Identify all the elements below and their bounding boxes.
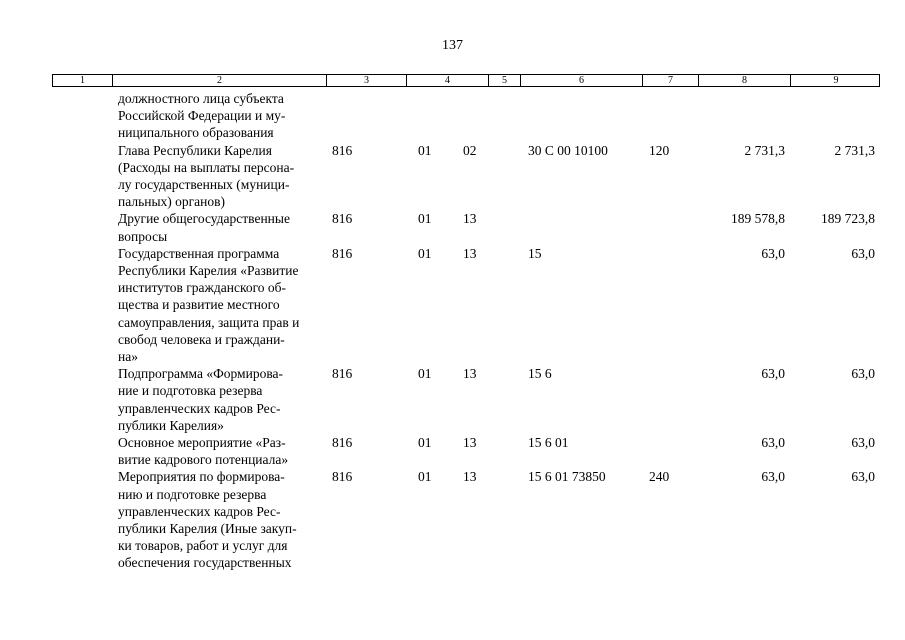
row-6-name <box>118 468 324 571</box>
row-6-col-8: 63,0 <box>761 469 785 485</box>
row-6-col-3: 816 <box>332 469 353 485</box>
row-4-name <box>118 365 324 434</box>
row-0-name <box>118 90 324 142</box>
row-5-col-3: 816 <box>332 435 353 450</box>
header-cell-3: 3 <box>327 75 407 86</box>
name-line: институтов гражданского об- <box>118 280 287 296</box>
row-5-col-6: 15 6 01 <box>528 435 569 450</box>
table-header-row <box>52 74 880 87</box>
name-line: Другие общегосударственные <box>118 211 290 227</box>
row-6-col-4: 01 <box>418 469 432 485</box>
row-2-col-8: 189 578,8 <box>731 211 785 227</box>
row-4-col-4: 01 <box>418 366 432 382</box>
row-1-col-6: 30 С 00 10100 <box>528 142 608 158</box>
name-line: управленческих кадров Рес- <box>118 400 281 416</box>
name-line: вопросы <box>118 228 168 244</box>
name-line: ние и подготовка резерва <box>118 383 263 399</box>
header-cell-9: 9 <box>833 75 839 86</box>
row-1-col-4: 01 <box>418 142 432 158</box>
name-line: управленческих кадров Рес- <box>118 503 281 519</box>
row-3-col-3: 816 <box>332 245 353 261</box>
header-cell-1: 1 <box>53 75 113 86</box>
name-line: Мероприятия по формирова- <box>118 469 285 485</box>
page-number: 137 <box>442 38 463 53</box>
header-cell-6: 6 <box>521 75 643 86</box>
name-line: Основное мероприятие «Раз- <box>118 435 286 450</box>
row-1-col-3: 816 <box>332 142 353 158</box>
row-6-col-5: 13 <box>463 469 477 485</box>
row-6-col-9: 63,0 <box>851 469 875 485</box>
name-line: свобод человека и граждани- <box>118 331 285 347</box>
row-3-col-8: 63,0 <box>761 245 785 261</box>
row-5-name <box>118 434 324 468</box>
header-cell-7: 7 <box>643 75 699 86</box>
header-cell-5: 5 <box>489 75 521 86</box>
row-2-col-3: 816 <box>332 211 353 227</box>
name-line: щества и развитие местного <box>118 297 280 313</box>
row-2-col-4: 01 <box>418 211 432 227</box>
name-line: лу государственных (муници- <box>118 177 290 192</box>
row-2-col-9: 189 723,8 <box>821 211 875 227</box>
row-3-col-9: 63,0 <box>851 245 875 261</box>
name-line: обеспечения государственных <box>118 555 292 571</box>
row-1-col-9: 2 731,3 <box>834 142 875 158</box>
row-1-col-5: 02 <box>463 142 477 158</box>
row-5-col-5: 13 <box>463 435 477 450</box>
name-line: публики Карелия» <box>118 417 224 433</box>
name-line: витие кадрового потенциала» <box>118 452 289 468</box>
row-2-col-5: 13 <box>463 211 477 227</box>
row-5-col-9: 63,0 <box>851 435 875 450</box>
row-5-col-8: 63,0 <box>761 435 785 450</box>
name-line: ниципального образования <box>118 125 274 141</box>
name-line: Республики Карелия «Развитие <box>118 263 299 278</box>
name-line: публики Карелия (Иные закуп- <box>118 521 297 536</box>
row-2-name <box>118 210 324 244</box>
name-line: Государственная программа <box>118 245 280 261</box>
row-4-col-3: 816 <box>332 366 353 382</box>
row-3-col-5: 13 <box>463 245 477 261</box>
name-line: самоуправления, защита прав и <box>118 314 300 330</box>
header-cell-2: 2 <box>113 75 327 86</box>
row-3-col-6: 15 <box>528 245 542 261</box>
row-3-col-4: 01 <box>418 245 432 261</box>
row-4-col-6: 15 6 <box>528 366 552 382</box>
header-cell-4: 4 <box>407 75 489 86</box>
name-line: Подпрограмма «Формирова- <box>118 366 284 382</box>
name-line: (Расходы на выплаты персона- <box>118 159 295 175</box>
header-cell-8: 8 <box>699 75 791 86</box>
name-line: на» <box>118 349 138 365</box>
row-4-col-5: 13 <box>463 366 477 382</box>
row-6-col-7: 240 <box>649 469 670 485</box>
name-line: Глава Республики Карелия <box>118 142 272 158</box>
row-1-col-8: 2 731,3 <box>744 142 785 158</box>
name-line: нию и подготовке резерва <box>118 486 267 502</box>
row-1-col-7: 120 <box>649 142 670 158</box>
name-line: должностного лица субъекта <box>118 91 284 106</box>
name-line: ки товаров, работ и услуг для <box>118 538 288 554</box>
row-5-col-4: 01 <box>418 435 432 450</box>
row-4-col-8: 63,0 <box>761 366 785 382</box>
row-3-name <box>118 245 324 365</box>
row-1-name <box>118 142 324 211</box>
name-line: пальных) органов) <box>118 194 226 210</box>
row-4-col-9: 63,0 <box>851 366 875 382</box>
name-line: Российской Федерации и му- <box>118 108 286 124</box>
row-6-col-6: 15 6 01 73850 <box>528 469 606 485</box>
